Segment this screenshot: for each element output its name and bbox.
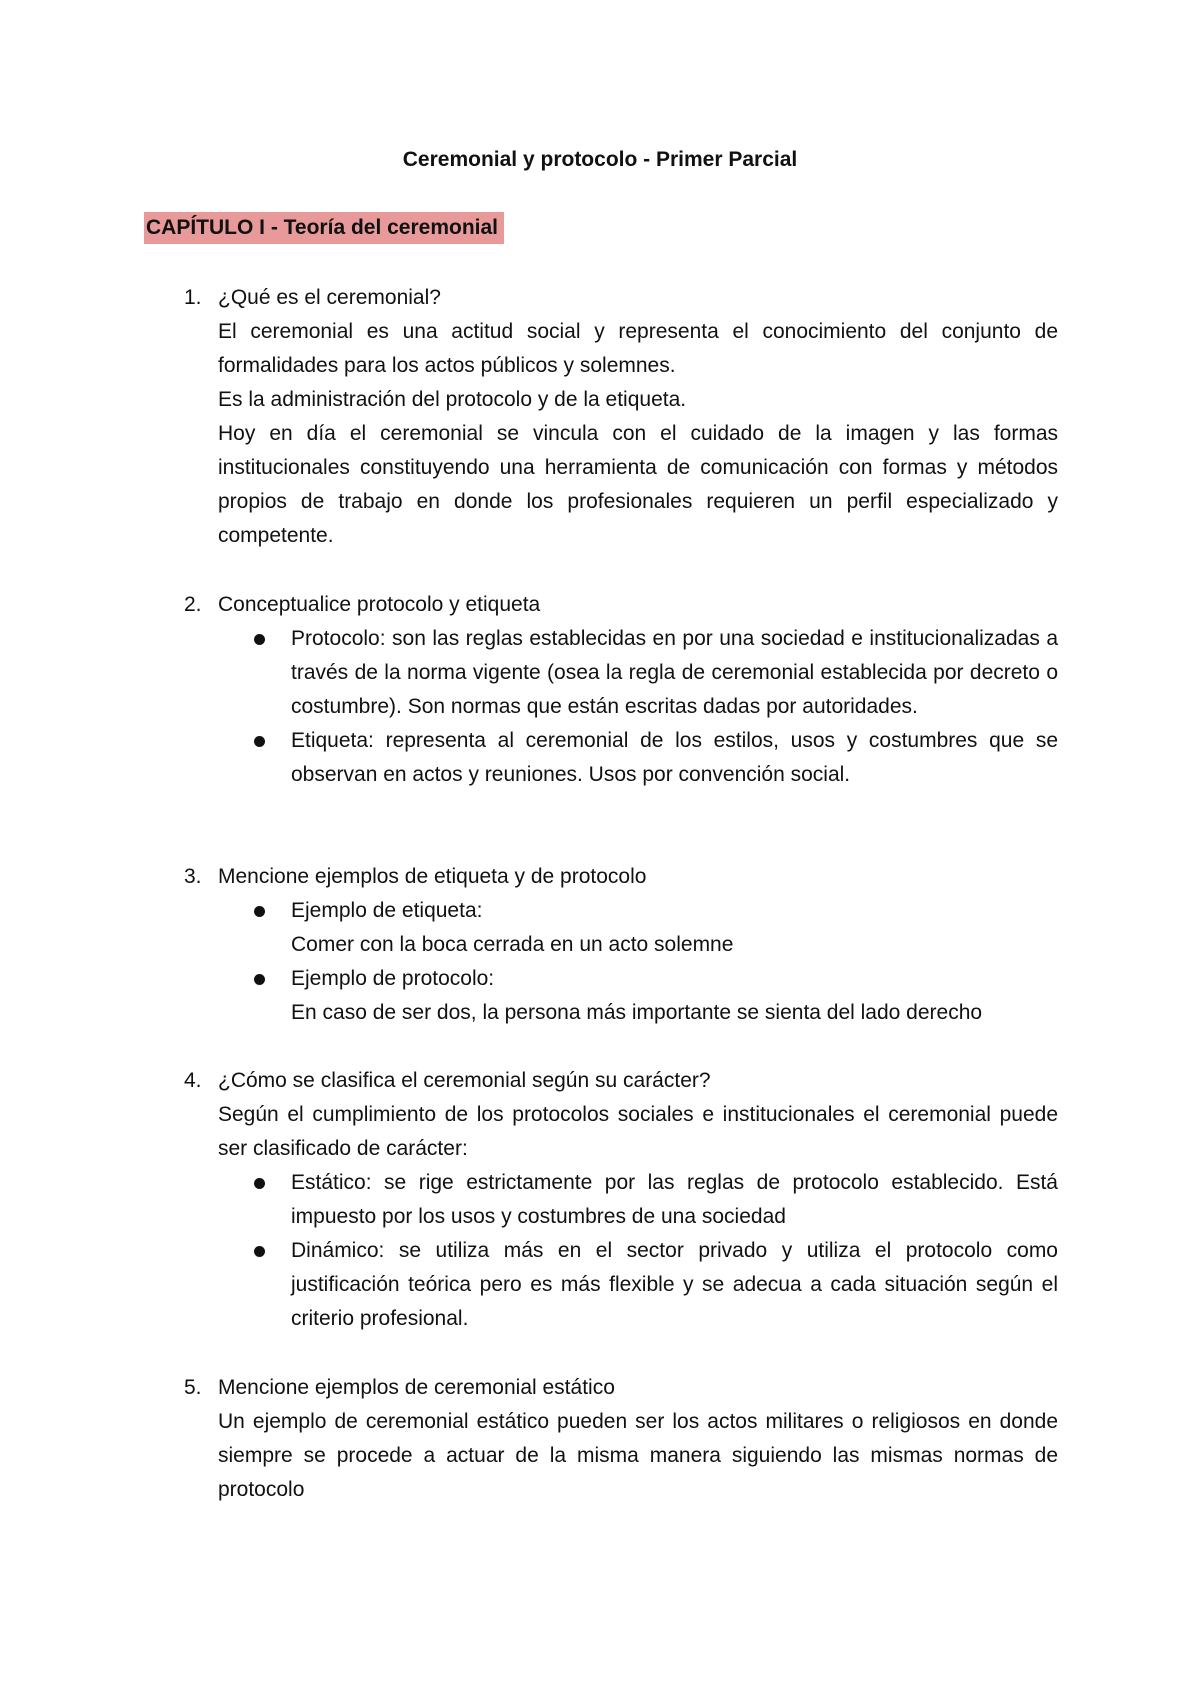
list-item xyxy=(218,1234,1058,1336)
question-number: 3. xyxy=(184,865,202,888)
answer-paragraph: Es la administración del protocolo y de la etiqueta. xyxy=(218,388,687,411)
question-text: ¿Cómo se clasifica el ceremonial según su carácter? xyxy=(218,1069,711,1092)
bullet-icon xyxy=(254,974,265,985)
answer-paragraph: Hoy en día el ceremonial se vincula con el cuidado de la imagen y las formas institucionales constituyendo una herramienta de comunicación con formas y métodos propios de trabajo en donde los profesionales requieren un perfil especializado y competente. xyxy=(218,422,1058,547)
bullet-icon xyxy=(254,906,265,917)
document-title: Ceremonial y protocolo - Primer Parcial xyxy=(402,148,798,171)
list-item xyxy=(218,1166,1058,1234)
list-item-text: Comer con la boca cerrada en un acto solemne xyxy=(291,933,734,956)
list-item-text: Protocolo: son las reglas establecidas en por una sociedad e institucionalizadas a través de la norma vigente (osea la regla de ceremonial establecida por decreto o costumbre). Son normas que están escritas dadas por autoridades. xyxy=(291,627,1058,718)
bullet-icon xyxy=(254,634,265,645)
list-item xyxy=(218,962,1058,1030)
list-item-heading: Ejemplo de protocolo: xyxy=(291,967,495,990)
answer-paragraph: El ceremonial es una actitud social y representa el conocimiento del conjunto de formalidades para los actos públicos y solemnes. xyxy=(218,320,1058,377)
question-number: 5. xyxy=(184,1376,202,1399)
bullet-list xyxy=(218,1166,1058,1336)
bullet-list xyxy=(218,894,1058,1030)
list-item-heading: Ejemplo de etiqueta: xyxy=(291,899,483,922)
list-item-text: En caso de ser dos, la persona más importante se sienta del lado derecho xyxy=(291,1001,983,1024)
question-text: ¿Qué es el ceremonial? xyxy=(218,286,441,309)
answer-paragraph: Un ejemplo de ceremonial estático pueden ser los actos militares o religiosos en donde siempre se procede a actuar de la misma manera siguiendo las mismas normas de protocolo xyxy=(218,1410,1058,1501)
list-item-text: Etiqueta: representa al ceremonial de los estilos, usos y costumbres que se observan en actos y reuniones. Usos por convención social. xyxy=(291,729,1058,786)
list-item xyxy=(218,724,1058,792)
answer-paragraph: Según el cumplimiento de los protocolos sociales e institucionales el ceremonial puede ser clasificado de carácter: xyxy=(218,1103,1058,1160)
bullet-list xyxy=(218,622,1058,792)
question-text: Mencione ejemplos de ceremonial estático xyxy=(218,1376,615,1399)
question-text: Conceptualice protocolo y etiqueta xyxy=(218,593,541,616)
question-number: 4. xyxy=(184,1069,202,1092)
question-text: Mencione ejemplos de etiqueta y de protocolo xyxy=(218,865,647,888)
list-item xyxy=(218,622,1058,724)
bullet-icon xyxy=(254,1178,265,1189)
question-number: 1. xyxy=(184,286,202,309)
question-number: 2. xyxy=(184,593,202,616)
chapter-heading: CAPÍTULO I - Teoría del ceremonial xyxy=(144,212,504,244)
bullet-icon xyxy=(254,1246,265,1257)
list-item-text: Dinámico: se utiliza más en el sector privado y utiliza el protocolo como justificación teórica pero es más flexible y se adecua a cada situación según el criterio profesional. xyxy=(291,1239,1058,1330)
list-item-text: Estático: se rige estrictamente por las reglas de protocolo establecido. Está impuesto por los usos y costumbres de una sociedad xyxy=(291,1171,1058,1228)
bullet-icon xyxy=(254,736,265,747)
list-item xyxy=(218,894,1058,962)
